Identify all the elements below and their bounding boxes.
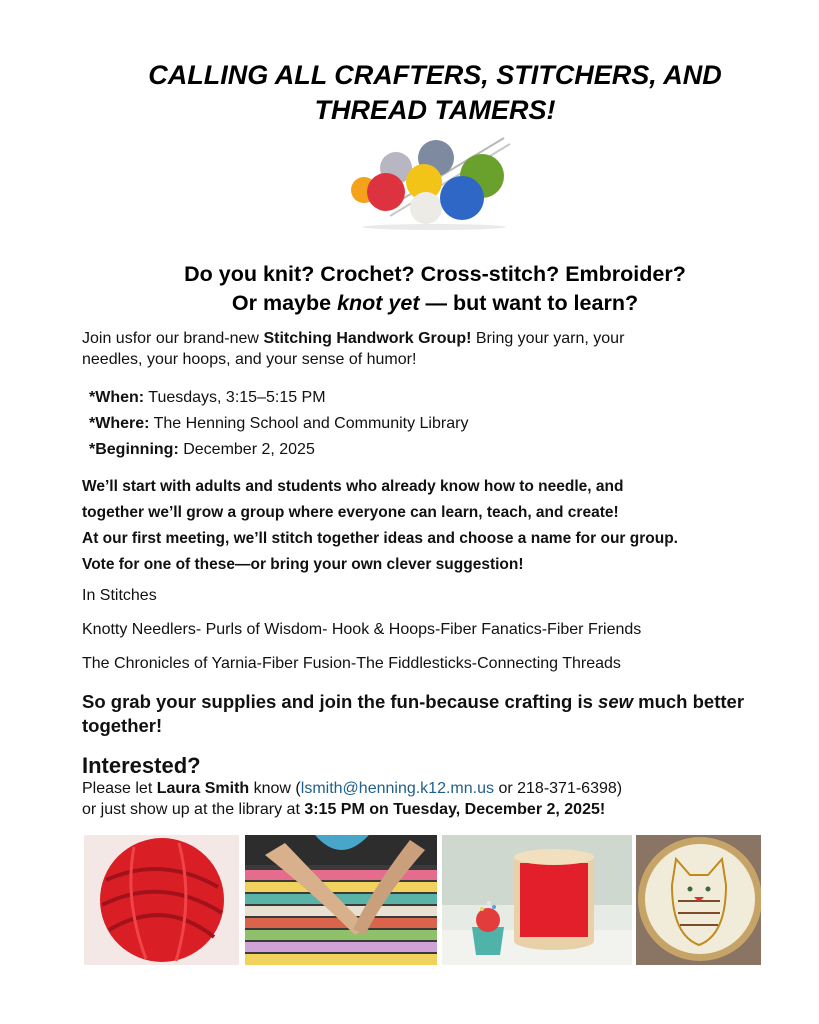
yarn-balls-image — [344, 130, 514, 230]
contact-info — [82, 778, 782, 820]
email-link[interactable]: lsmith@henning.k12.mn.us — [300, 780, 494, 797]
detail-label: *Beginning: — [89, 441, 179, 458]
question-line-2 — [90, 289, 780, 318]
intro-text-end: Bring your yarn, your needles, your hoops, and your sense of humor! — [82, 330, 625, 368]
event-details — [89, 385, 468, 463]
flyer-title: CALLING ALL CRAFTERS, STITCHERS, AND THREAD TAMERS! — [148, 60, 722, 125]
name-option-3: The Chronicles of Yarnia-Fiber Fusion-The Fiddlesticks-Connecting Threads — [82, 655, 621, 672]
question-heading — [90, 260, 780, 318]
contact-line-1 — [82, 778, 782, 799]
thread-spool-photo — [442, 835, 632, 965]
intro-paragraph — [82, 328, 642, 370]
detail-value: The Henning School and Community Library — [149, 415, 469, 432]
closing-start: So grab your supplies and join the fun-because crafting is — [82, 691, 599, 712]
closing-end: much better together! — [82, 691, 745, 736]
contact-name: Laura Smith — [156, 780, 250, 797]
closing-italic: sew — [598, 691, 633, 712]
question-line-1: Do you knit? Crochet? Cross-stitch? Embroider? — [184, 262, 686, 286]
crochet-blanket-photo — [245, 835, 437, 965]
plan-line: We’ll start with adults and students who already know how to needle, and — [82, 478, 624, 495]
interested-heading: Interested? — [82, 753, 201, 778]
plan-paragraph — [82, 474, 782, 578]
question-line-2-italic: knot yet — [337, 291, 420, 315]
contact-phone: or 218-371-6398) — [494, 780, 623, 797]
plan-line: together we’ll grow a group where everyone can learn, teach, and create! — [82, 504, 619, 521]
contact-text: or just show up at the library at — [82, 801, 305, 818]
group-name-bold: Stitching Handwork Group! — [263, 330, 472, 347]
contact-text: Please let — [82, 780, 157, 797]
closing-text — [82, 690, 782, 738]
detail-label: *Where: — [89, 415, 150, 432]
detail-value: Tuesdays, 3:15–5:15 PM — [144, 389, 326, 406]
meeting-time-bold: 3:15 PM on Tuesday, December 2, 2025! — [304, 801, 606, 818]
name-option-2: Knotty Needlers- Purls of Wisdom- Hook & Hoops-Fiber Fanatics-Fiber Friends — [82, 621, 642, 638]
red-yarn-photo — [84, 835, 239, 965]
name-option-1: In Stitches — [82, 587, 157, 604]
question-line-2-start: Or maybe — [231, 291, 338, 315]
intro-text-start: Join usfor our brand-new — [82, 330, 264, 347]
plan-line: Vote for one of these—or bring your own clever suggestion! — [82, 556, 524, 573]
contact-line-2 — [82, 799, 782, 820]
detail-beginning — [89, 437, 468, 463]
detail-where — [89, 411, 468, 437]
embroidery-hoop-photo — [636, 835, 761, 965]
detail-when — [89, 385, 468, 411]
contact-text: know ( — [249, 780, 301, 797]
plan-line: At our first meeting, we’ll stitch together ideas and choose a name for our group. — [82, 530, 678, 547]
detail-label: *When: — [89, 389, 145, 406]
question-line-2-end: — but want to learn? — [419, 291, 639, 315]
detail-value: December 2, 2025 — [178, 441, 315, 458]
